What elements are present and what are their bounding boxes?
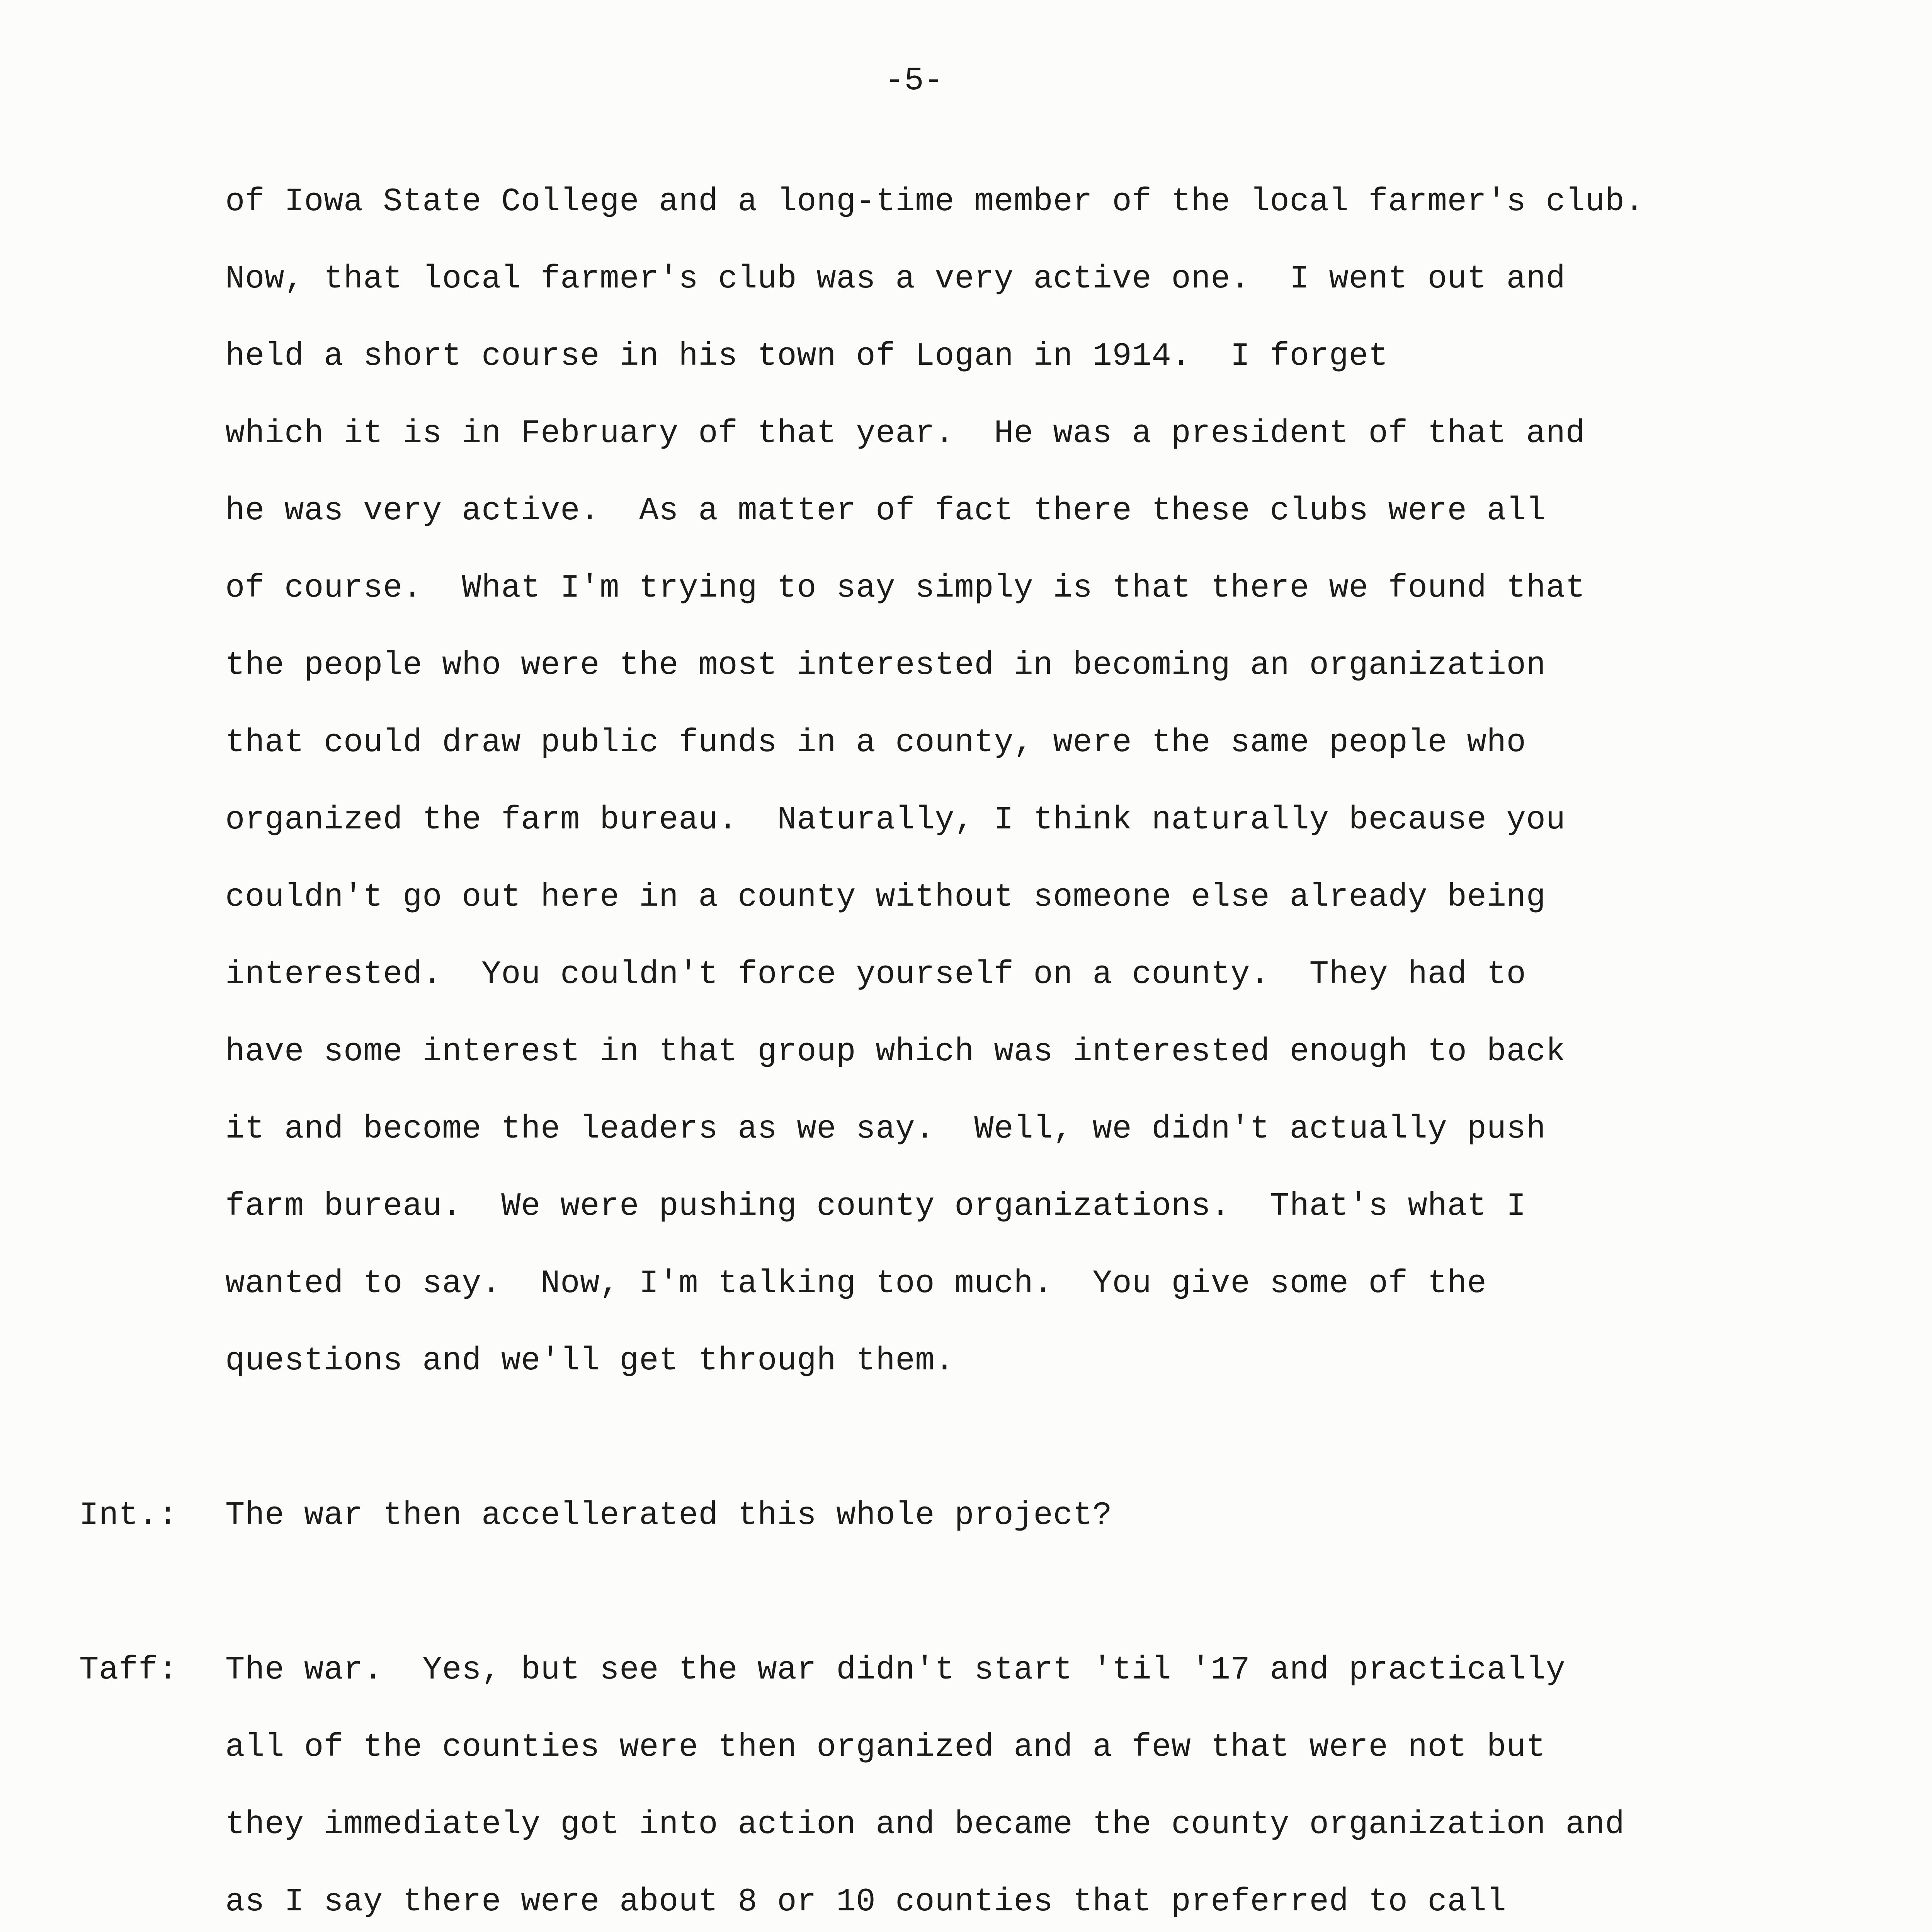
paragraph-line: couldn't go out here in a county without someone else already being <box>225 879 1546 916</box>
paragraph-line: Now, that local farmer's club was a very active one. I went out and <box>225 261 1566 298</box>
paragraph-line: it and become the leaders as we say. Well, we didn't actually push <box>225 1111 1546 1148</box>
speaker-label-interviewer: Int.: <box>79 1497 178 1534</box>
paragraph-line: questions and we'll get through them. <box>225 1343 955 1379</box>
paragraph-line: he was very active. As a matter of fact there these clubs were all <box>225 493 1546 529</box>
response-line: all of the counties were then organized and a few that were not but <box>225 1729 1546 1766</box>
paragraph-line: held a short course in his town of Logan in 1914. I forget <box>225 338 1388 375</box>
paragraph-line: wanted to say. Now, I'm talking too much. You give some of the <box>225 1265 1487 1302</box>
interviewer-question: The war then accellerated this whole project? <box>225 1497 1112 1534</box>
response-line: The war. Yes, but see the war didn't start 'til '17 and practically <box>225 1652 1566 1689</box>
paragraph-line: organized the farm bureau. Naturally, I think naturally because you <box>225 802 1566 838</box>
paragraph-line: of course. What I'm trying to say simply is that there we found that <box>225 570 1585 607</box>
paragraph-line: the people who were the most interested in becoming an organization <box>225 647 1546 684</box>
paragraph-line: farm bureau. We were pushing county organizations. That's what I <box>225 1188 1526 1225</box>
paragraph-line: which it is in February of that year. He was a president of that and <box>225 415 1585 452</box>
page-number: -5- <box>885 63 944 99</box>
paragraph-line: of Iowa State College and a long-time member of the local farmer's club. <box>225 184 1645 220</box>
paragraph-line: that could draw public funds in a county, were the same people who <box>225 724 1526 761</box>
response-line: they immediately got into action and became the county organization and <box>225 1806 1625 1843</box>
paragraph-line: interested. You couldn't force yourself on a county. They had to <box>225 956 1526 993</box>
paragraph-line: have some interest in that group which was interested enough to back <box>225 1034 1566 1070</box>
response-line: as I say there were about 8 or 10 counties that preferred to call <box>225 1884 1507 1920</box>
speaker-label-taff: Taff: <box>79 1652 178 1689</box>
